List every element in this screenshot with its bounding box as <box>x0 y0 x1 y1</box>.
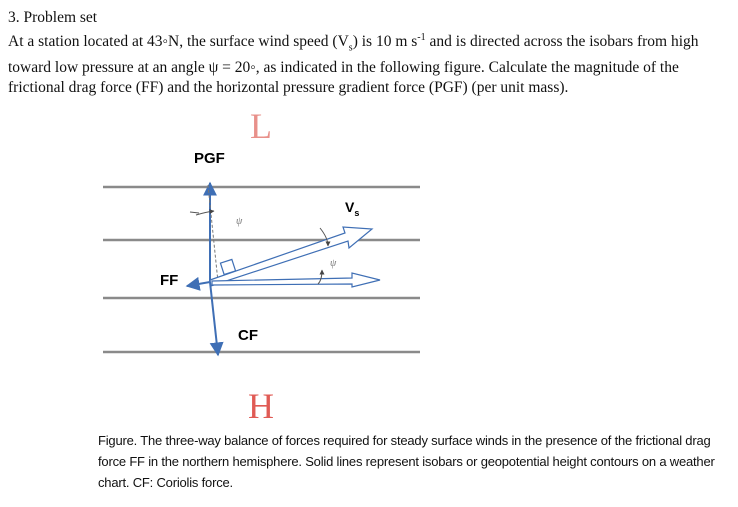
psi-label-lower: ψ <box>330 258 337 269</box>
vs-label-main: V <box>345 199 355 215</box>
problem-text-part2: ) is 10 m s <box>352 33 418 51</box>
ff-arrow <box>187 282 210 286</box>
problem-text-part3: and is directed across the isobars from high toward low pressure at an angle ψ = 20◦, as indicated in the following figure. Calculate the magnitude of the frictional drag force (FF) and the horizontal pressure gradient force (PGF) (per unit mass). <box>8 33 699 97</box>
cf-arrow <box>210 282 218 355</box>
vs-label <box>345 199 359 218</box>
problem-text-part1: At a station located at 43◦N, the surface wind speed (V <box>8 33 349 51</box>
low-pressure-label: L <box>250 106 272 146</box>
problem-heading: 3. Problem set <box>8 9 98 26</box>
ff-label: FF <box>160 272 179 289</box>
high-pressure-label: H <box>248 386 274 426</box>
vs-subscript: s <box>348 42 353 54</box>
cf-label: CF <box>238 327 258 344</box>
vs-wind-arrow <box>210 227 372 286</box>
angle-arc-upper-left <box>190 212 199 213</box>
vs-label-sub: s <box>354 208 360 218</box>
pgf-label: PGF <box>194 150 225 167</box>
unit-superscript: -1 <box>417 32 426 43</box>
figure-caption <box>98 430 718 493</box>
caption-text: Figure. The three-way balance of forces required for steady surface winds in the presence of the frictional drag force FF in the northern hemisphere. Solid lines represent isobars or geopotential height contours on a weather chart. CF: Coriolis force. <box>98 433 715 490</box>
psi-label-upper: ψ <box>236 216 243 227</box>
